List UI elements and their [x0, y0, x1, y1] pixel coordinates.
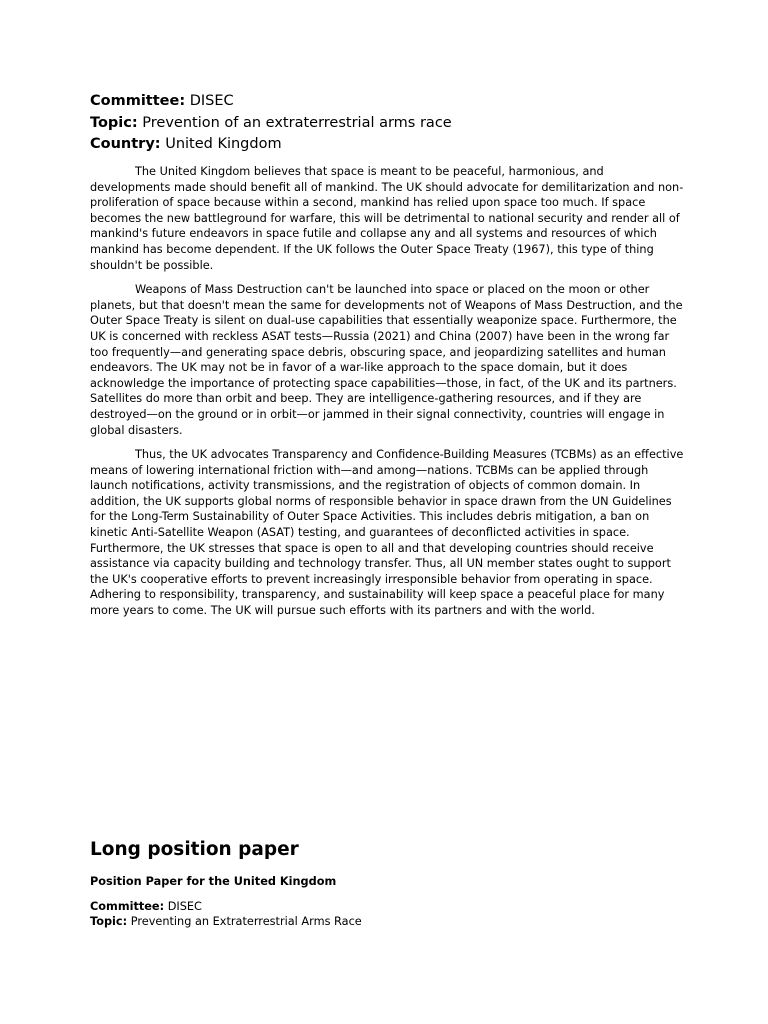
body-text: [90, 164, 684, 628]
long-paper-committee-value: DISEC: [167, 900, 202, 913]
paper-header: [90, 91, 690, 156]
paragraph-3: Thus, the UK advocates Transparency and Confidence-Building Measures (TCBMs) as an effective means of lowering international friction with—and among—nations. TCBMs can be applied through launch notifications, activity transmissions, and the registration of objects of common domain. In addition, the UK supports global norms of responsible behavior in space drawn from the UN Guidelines for the Long-Term Sustainability of Outer Space Activities. This includes debris mitigation, a ban on kinetic Anti-Satellite Weapon (ASAT) testing, and guarantees of deconflicted activities in space. Furthermore, the UK stresses that space is open to all and that developing countries should receive assistance via capacity building and technology transfer. Thus, all UN member states ought to support the UK's cooperative efforts to prevent increasingly irresponsible behavior from operating in space. Adhering to responsibility, transparency, and sustainability will keep space a peaceful place for many more years to come. The UK will pursue such efforts with its partners and with the world.: [90, 448, 684, 618]
long-paper-topic-line: [90, 915, 362, 930]
committee-label: Committee:: [90, 93, 186, 109]
committee-value: DISEC: [189, 93, 234, 109]
country-value: United Kingdom: [165, 136, 282, 152]
topic-line: [90, 113, 690, 135]
paragraph-2: Weapons of Mass Destruction can't be launched into space or placed on the moon or other planets, but that doesn't mean the same for developments not of Weapons of Mass Destruction, and the Outer Space Treaty is silent on dual-use capabilities that essentially weaponize space. Furthermore, the UK is concerned with reckless ASAT tests—Russia (2021) and China (2007) have been in the wrong far too frequently—and generating space debris, obscuring space, and jeopardizing satellites and human endeavors. The UK may not be in favor of a war-like approach to the space domain, but it does acknowledge the importance of protecting space capabilities—those, in fact, of the UK and its partners. Satellites do more than orbit and beep. They are intelligence-gathering resources, and if they are destroyed—on the ground or in orbit—or jammed in their signal connectivity, countries will engage in global disasters.: [90, 283, 683, 437]
topic-label: Topic:: [90, 114, 138, 131]
country-line: [90, 134, 690, 156]
long-paper-subtitle: Position Paper for the United Kingdom: [90, 875, 337, 888]
paragraph-1: The United Kingdom believes that space is meant to be peaceful, harmonious, and developments made should benefit all of mankind. The UK should advocate for demilitarization and non-proliferation of space because within a second, mankind has relied upon space too much. If space becomes the new battleground for warfare, this will be detrimental to national security and render all of mankind's future endeavors in space futile and collapse any and all systems and resources of which mankind has become dependent. If the UK follows the Outer Space Treaty (1967), this type of thing shouldn't be possible.: [90, 165, 684, 272]
long-paper-topic-value: Preventing an Extraterrestrial Arms Race: [130, 914, 362, 928]
committee-line: [90, 91, 690, 113]
long-paper-title: Long position paper: [90, 839, 299, 860]
long-paper-committee-line: [90, 900, 362, 915]
long-paper-meta: [90, 900, 362, 929]
topic-value: Prevention of an extraterrestrial arms race: [142, 114, 452, 131]
long-paper-committee-label: Committee:: [90, 900, 165, 913]
long-paper-topic-label: Topic:: [90, 914, 128, 928]
country-label: Country:: [90, 136, 161, 152]
